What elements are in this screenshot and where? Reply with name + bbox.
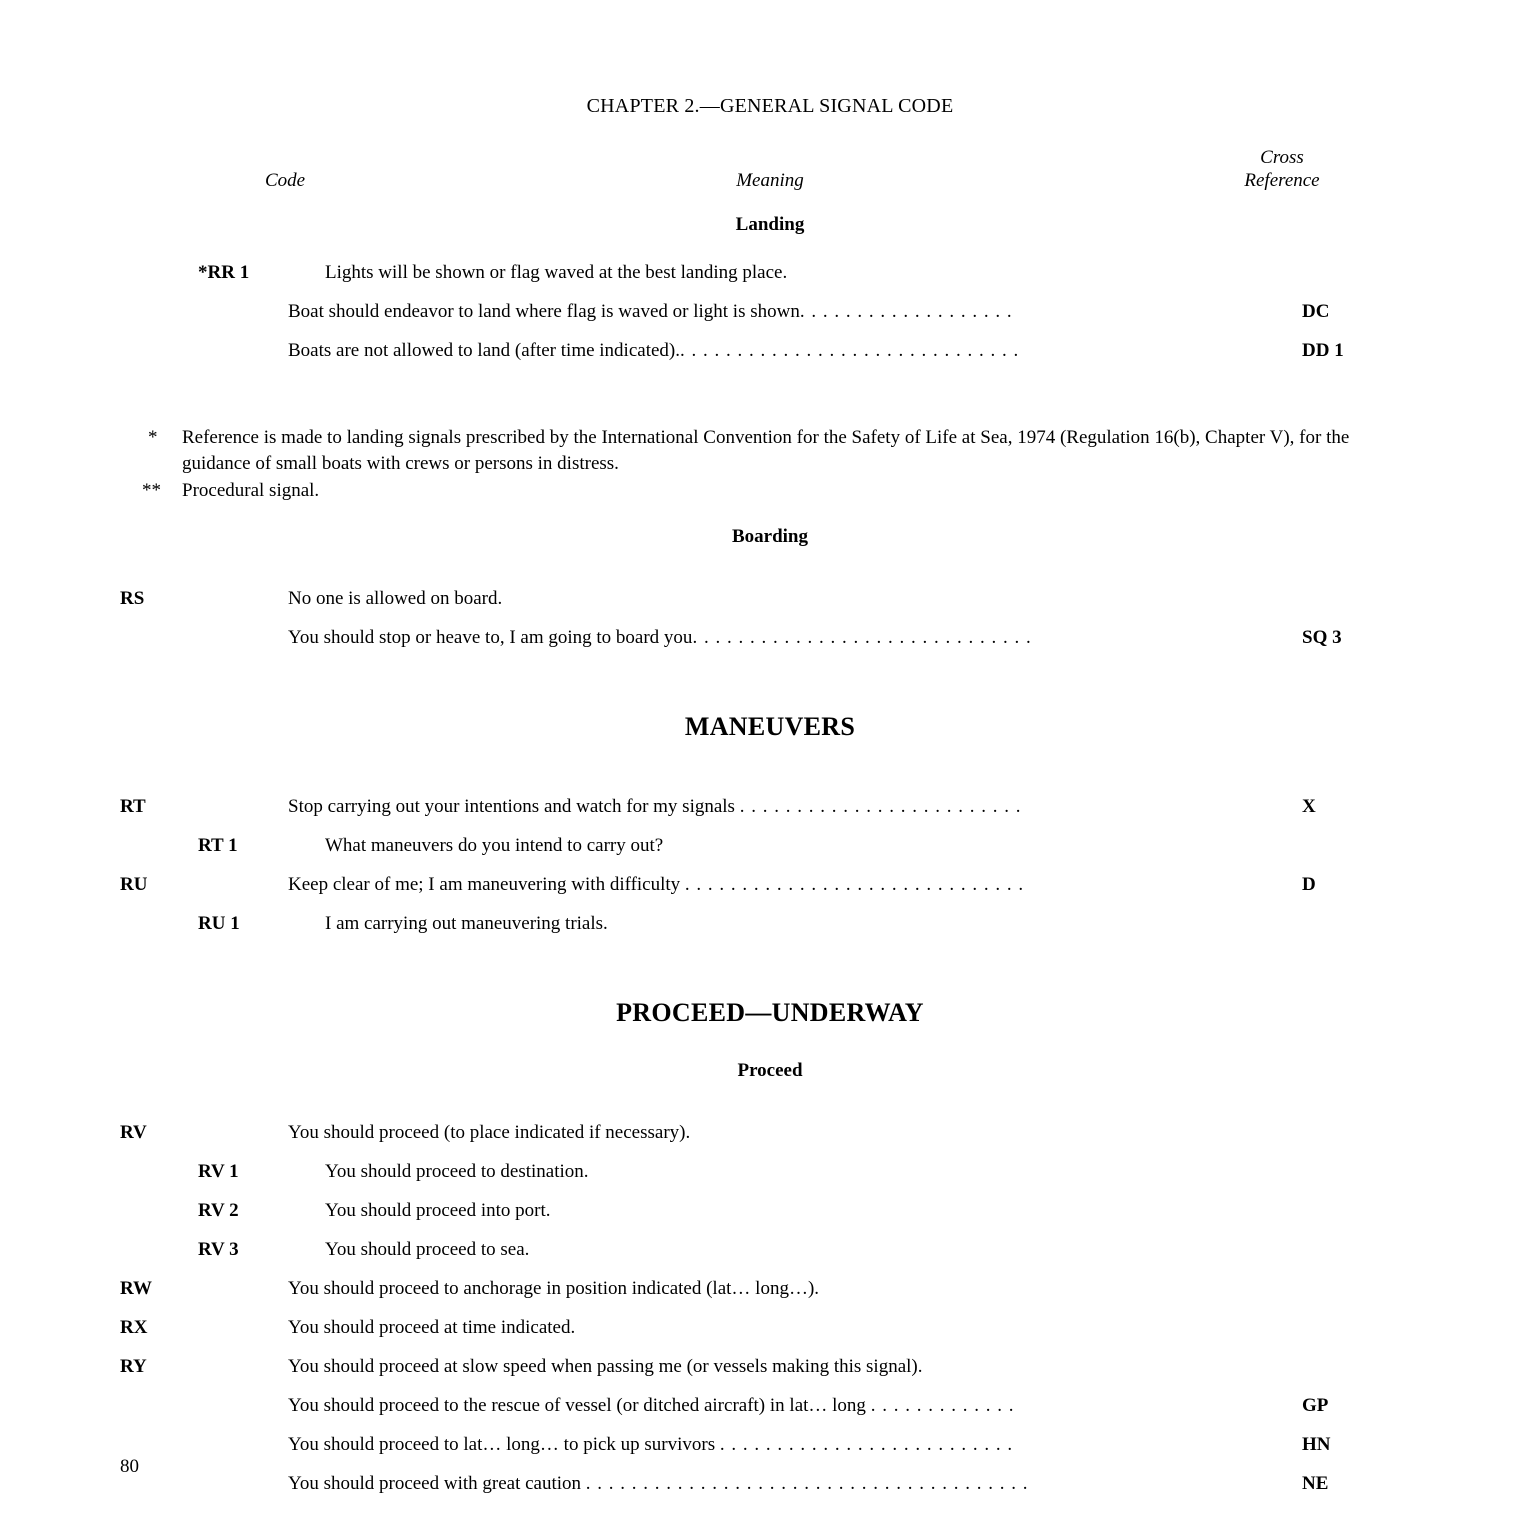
row-xref: SQ 3 [1302,626,1342,648]
section-title-proceed: Proceed [737,1059,803,1081]
row-meaning [288,1356,1300,1378]
row-meaning [288,1122,1300,1144]
row-leader: . . . . . . . . . . . . . . . . . . . . . . . . . . [719,1433,1014,1455]
row-xref: DC [1302,301,1330,322]
row-meaning-text: Boat should endeavor to land where flag is waved or light is shown [288,301,800,322]
row-meaning-text: You should proceed at slow speed when passing me (or vessels making this signal). [288,1355,923,1377]
row-code: RY [120,1355,147,1377]
row-meaning-text: You should proceed with great caution [288,1472,586,1494]
row-meaning-text: You should proceed to anchorage in position indicated (lat… long…). [288,1277,820,1299]
table-row [120,1122,1420,1161]
row-leader: . . . . . . . . . . . . . . . . . . . . . . . . . . . . . . . . . . . . . . . [585,1472,1029,1494]
row-leader: . . . . . . . . . . . . . [870,1394,1015,1416]
row-meaning [325,262,1300,284]
row-code: RU [120,873,148,895]
row-meaning-text: What maneuvers do you intend to carry out? [325,834,664,856]
row-meaning-text: I am carrying out maneuvering trials. [325,912,608,934]
row-xref: D [1302,873,1316,895]
row-code: RX [120,1316,148,1338]
row-meaning-text: You should proceed to lat… long… to pick up survivors [288,1433,720,1455]
row-meaning-text: You should proceed to destination. [325,1160,589,1182]
column-header-code: Code [265,170,306,191]
row-xref: HN [1302,1433,1331,1455]
row-meaning-text: You should stop or heave to, I am going to board you [288,626,693,648]
table-row [120,1356,1420,1395]
row-xref: X [1302,795,1316,817]
section-title-proceed-underway: PROCEED—UNDERWAY [616,997,924,1027]
table-row [120,1239,1420,1278]
row-xref: NE [1302,1472,1329,1494]
footnote [120,425,1420,476]
row-meaning [325,835,1300,857]
row-meaning [288,588,1300,610]
row-leader: . . . . . . . . . . . . . . . . . . . . . . . . . . . . . . [684,873,1025,895]
section-entries-boarding [120,558,1420,666]
footnote-text: Procedural signal. [182,480,320,502]
row-meaning [288,340,1300,362]
chapter-header: CHAPTER 2.—GENERAL SIGNAL CODE [586,95,954,117]
table-row [120,835,1420,874]
row-code: RV 2 [198,1199,239,1221]
row-code: RU 1 [198,912,240,934]
row-meaning [288,1317,1300,1339]
table-row [120,1278,1420,1317]
section-entries-maneuvers [120,752,1420,952]
row-meaning-text: Keep clear of me; I am maneuvering with difficulty [288,873,685,895]
row-meaning [325,1161,1300,1183]
table-row [120,301,1420,340]
row-code: RW [120,1277,153,1299]
row-meaning-text: No one is allowed on board. [288,587,503,609]
row-meaning-text: You should proceed into port. [325,1199,551,1221]
row-leader: . . . . . . . . . . . . . . . . . . . . . . . . . . . . . . [680,340,1020,361]
table-row [120,1473,1420,1512]
table-row [120,1317,1420,1356]
table-row [120,1200,1420,1239]
table-row [120,1395,1420,1434]
row-meaning [288,796,1300,818]
column-header-meaning: Meaning [736,170,804,191]
row-meaning-text: You should proceed to the rescue of vessel (or ditched aircraft) in lat… long [288,1394,871,1416]
section-title-maneuvers: MANEUVERS [684,711,856,741]
section-entries-proceed [120,1092,1420,1512]
row-meaning [288,1278,1300,1300]
row-meaning-text: You should proceed (to place indicated if necessary). [288,1121,691,1143]
table-row [120,874,1420,913]
table-row [120,588,1420,627]
row-meaning-text: You should proceed at time indicated. [288,1316,576,1338]
row-leader: . . . . . . . . . . . . . . . . . . . . . . . . . [739,795,1022,817]
table-row [120,627,1420,666]
row-meaning [288,1473,1300,1495]
row-code: *RR 1 [198,262,250,283]
table-row [120,913,1420,952]
row-code: RT [120,795,146,817]
column-header-cross-line1: Cross [1260,147,1304,168]
row-meaning [288,627,1300,649]
section-title-landing: Landing [735,214,805,235]
row-xref: GP [1302,1394,1329,1416]
table-row [120,340,1420,379]
section-entries-landing [120,246,1420,379]
table-row [120,796,1420,835]
row-meaning [325,1239,1300,1261]
footnotes [120,425,1420,504]
column-headers [120,146,1420,192]
row-code: RV 3 [198,1238,239,1260]
row-meaning [288,1434,1300,1456]
table-row [120,1434,1420,1473]
row-code: RV [120,1121,147,1143]
row-code: RT 1 [198,834,238,856]
page-number: 80 [120,1456,139,1477]
row-meaning [288,301,1300,323]
row-xref: DD 1 [1302,340,1344,361]
row-leader: . . . . . . . . . . . . . . . . . . . . . . . . . . . . . . [692,626,1032,648]
column-header-cross-line2: Reference [1244,170,1320,192]
row-meaning [325,913,1300,935]
row-meaning-text: Boats are not allowed to land (after time indicated). [288,340,680,361]
footnote-marker: ** [142,480,161,502]
row-meaning [288,1395,1300,1417]
column-header-cross-reference [1222,146,1342,192]
table-row [120,1161,1420,1200]
footnote-marker: * [148,427,158,448]
table-row [120,262,1420,301]
row-meaning-text: Lights will be shown or flag waved at the best landing place. [325,262,788,283]
row-code: RV 1 [198,1160,239,1182]
footnote-text: Reference is made to landing signals prescribed by the International Convention for the Safety of Life at Sea, 1974 (Regulation 16(b), Chapter V), for the guidance of small boats with crews or persons in distress. [182,427,1350,474]
row-meaning-text: Stop carrying out your intentions and watch for my signals [288,795,740,817]
row-leader: . . . . . . . . . . . . . . . . . . . [799,301,1013,322]
row-meaning [288,874,1300,896]
row-code: RS [120,587,145,609]
row-meaning [325,1200,1300,1222]
footnote [120,478,1420,504]
row-meaning-text: You should proceed to sea. [325,1238,530,1260]
section-title-boarding: Boarding [731,525,809,547]
